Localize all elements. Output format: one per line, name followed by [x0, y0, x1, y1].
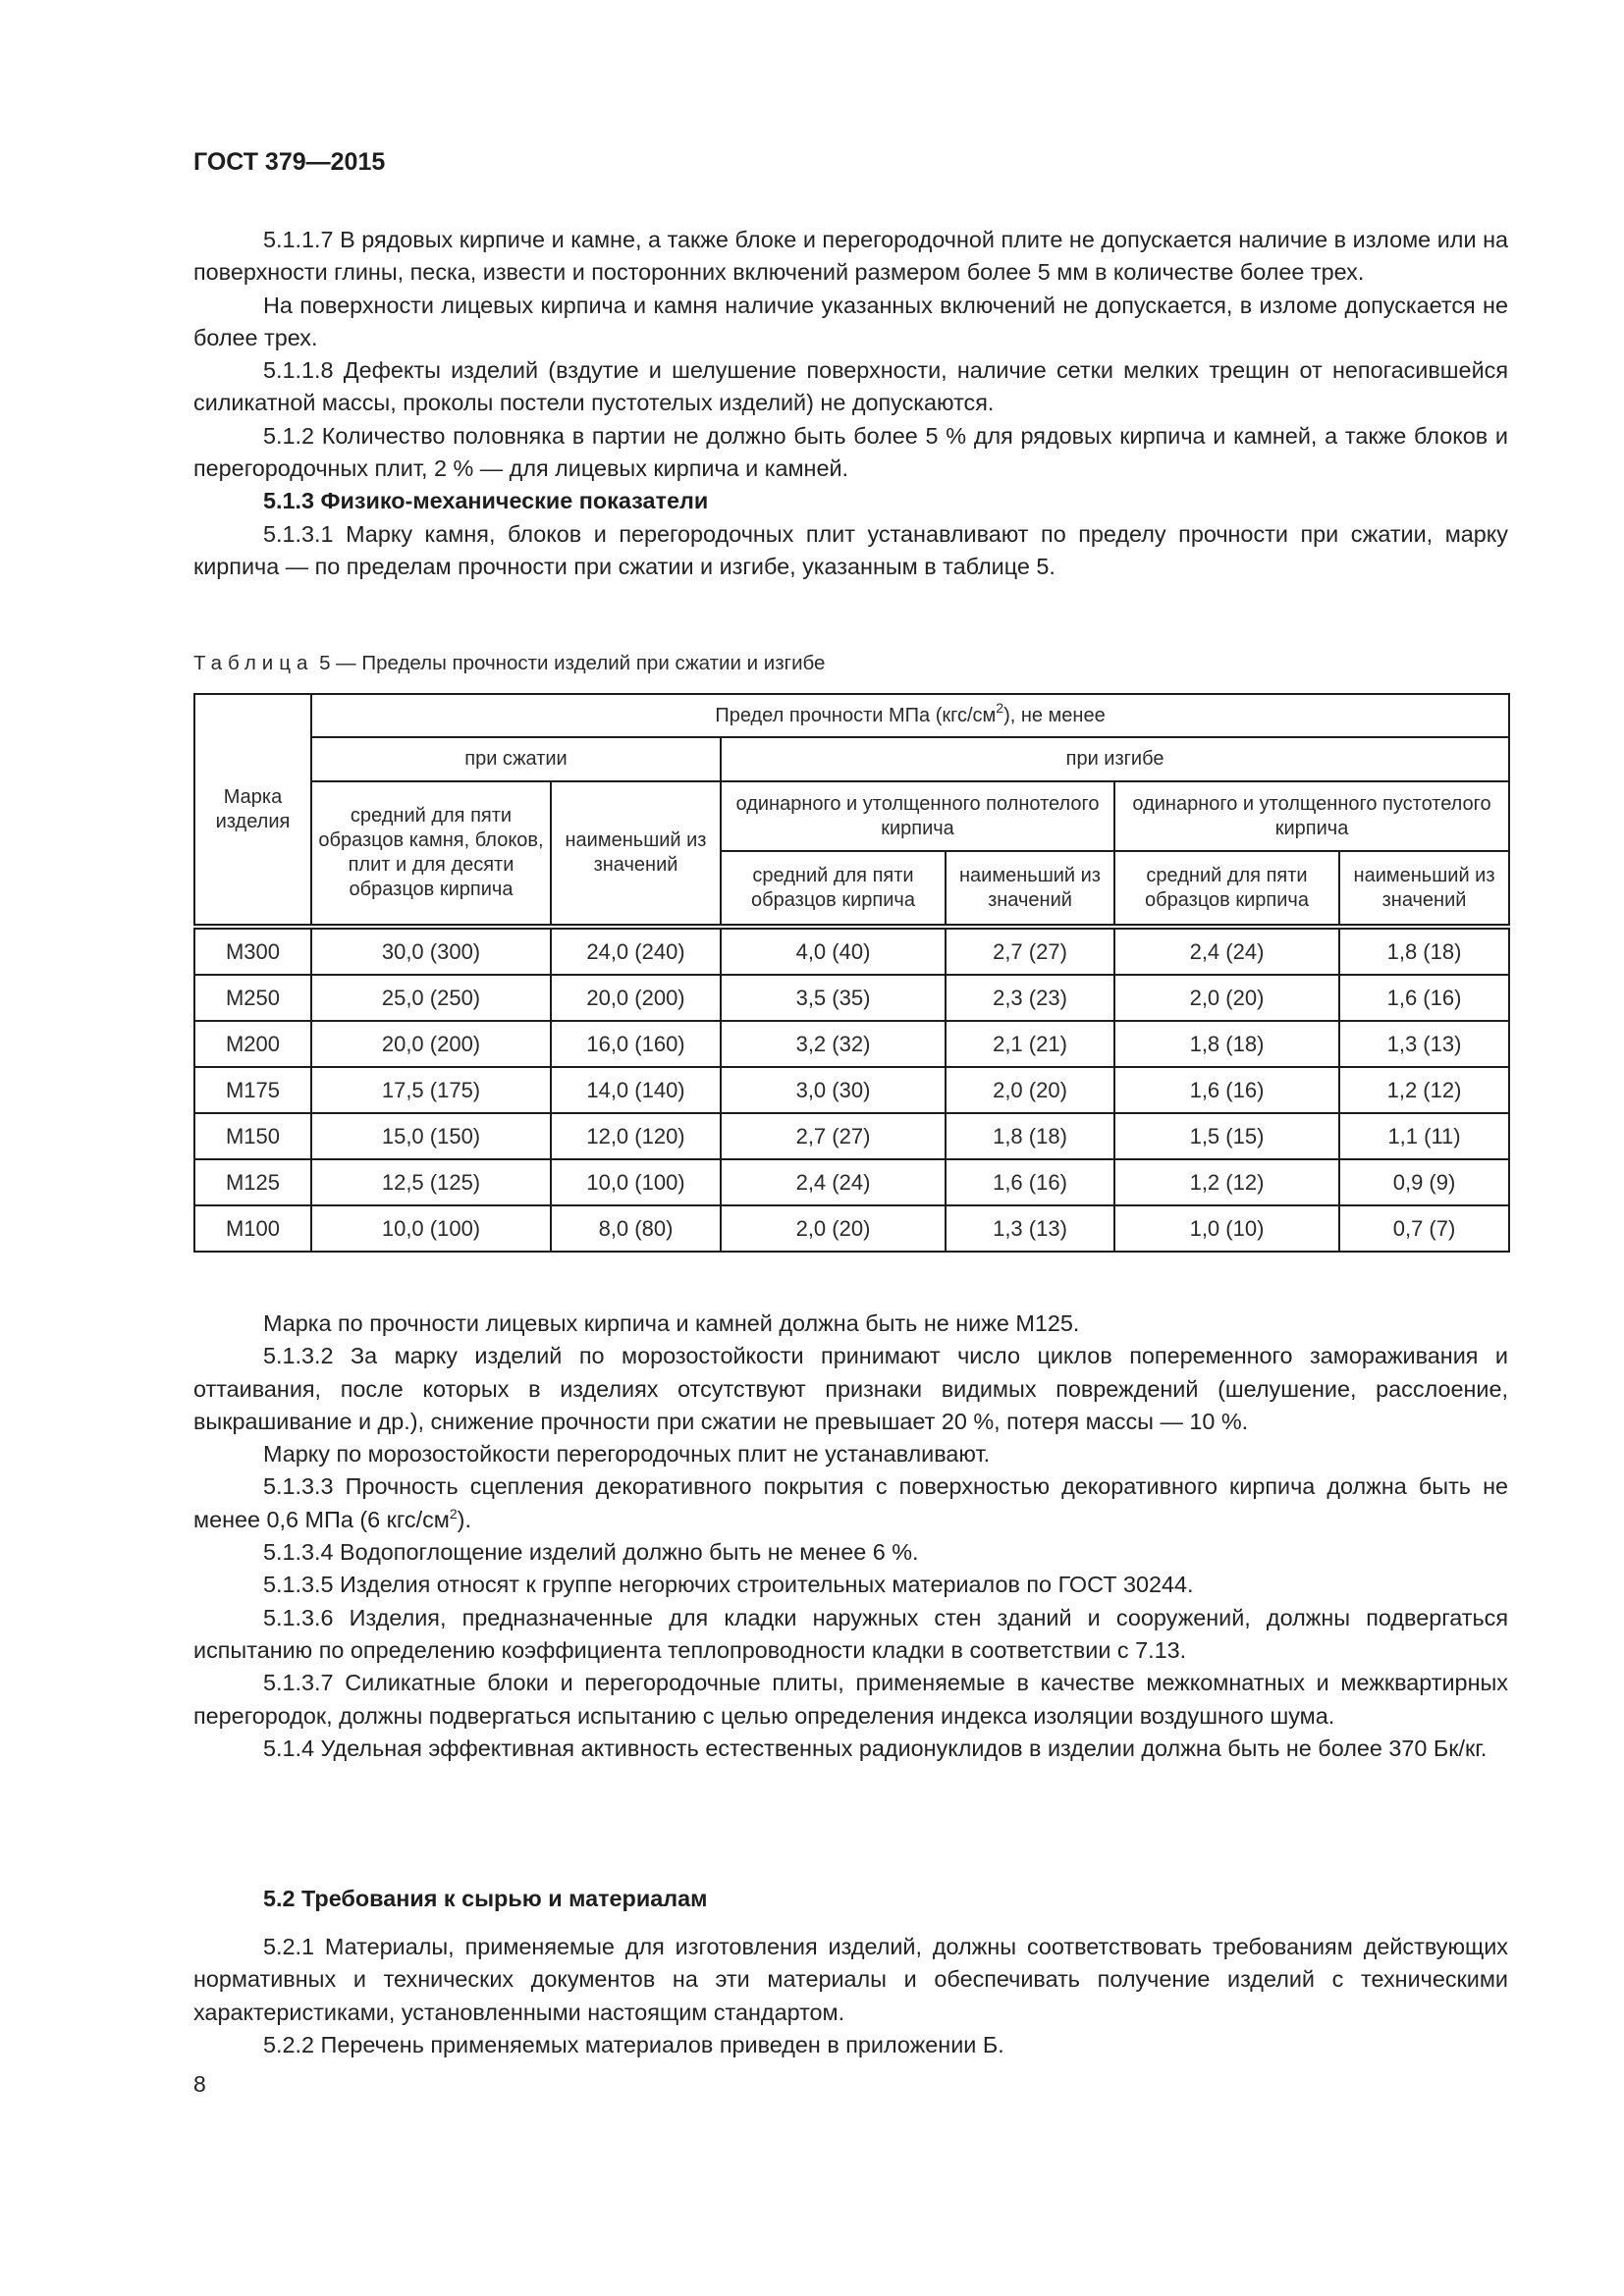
cell-hollow-minimum: 1,3 (13): [1339, 1021, 1509, 1067]
cell-compression-minimum: 10,0 (100): [551, 1159, 721, 1205]
cell-compression-average: 12,5 (125): [311, 1159, 551, 1205]
cell-mark: М175: [194, 1067, 311, 1113]
cell-hollow-average: 1,8 (18): [1114, 1021, 1339, 1067]
paragraph-5-1-3-6: 5.1.3.6 Изделия, предназначенные для кладки наружных стен зданий и сооружений, должны подвергаться испытанию по определению коэффициента теплопроводности кладки в соответствии с 7.13.: [193, 1604, 1508, 1663]
paragraph-5-2-2: 5.2.2 Перечень применяемых материалов приведен в приложении Б.: [263, 2031, 1004, 2057]
header-strength-tail: ), не менее: [1003, 704, 1106, 726]
cell-solid-minimum: 2,7 (27): [946, 927, 1114, 975]
cell-compression-minimum: 24,0 (240): [551, 927, 721, 975]
header-compression: при сжатии: [311, 737, 721, 781]
section-heading-5-2: 5.2 Требования к сырью и материалам: [263, 1886, 708, 1911]
cell-hollow-minimum: 1,6 (16): [1339, 975, 1509, 1021]
cell-compression-minimum: 12,0 (120): [551, 1113, 721, 1159]
cell-hollow-average: 2,0 (20): [1114, 975, 1339, 1021]
paragraph-5-1-3-1: 5.1.3.1 Марку камня, блоков и перегородочных плит устанавливают по пределу прочности при сжатии, марку кирпича — по пределам прочности при сжатии и изгибе, указанным в таблице 5.: [193, 520, 1508, 579]
cell-compression-average: 15,0 (150): [311, 1113, 551, 1159]
cell-compression-minimum: 20,0 (200): [551, 975, 721, 1021]
cell-compression-average: 25,0 (250): [311, 975, 551, 1021]
strength-table: [193, 693, 1510, 1253]
cell-mark: М150: [194, 1113, 311, 1159]
cell-hollow-average: 1,0 (10): [1114, 1205, 1339, 1252]
cell-mark: М100: [194, 1205, 311, 1252]
paragraph-5-1-3-2: 5.1.3.2 За марку изделий по морозостойкости принимают число циклов попеременного замораживания и оттаивания, после которых в изделиях отсутствуют признаки видимых повреждений (шелушение, расслоение, выкрашивание и др.), снижение прочности при сжатии не превышает 20 %, потеря массы — 10 %.: [193, 1343, 1508, 1434]
cell-compression-average: 17,5 (175): [311, 1067, 551, 1113]
header-bending: при изгибе: [721, 737, 1509, 781]
cell-compression-minimum: 8,0 (80): [551, 1205, 721, 1252]
cell-hollow-minimum: 0,7 (7): [1339, 1205, 1509, 1252]
cell-solid-average: 2,4 (24): [721, 1159, 946, 1205]
cell-mark: М125: [194, 1159, 311, 1205]
page-number: 8: [193, 2071, 206, 2097]
paragraph-5-1-3-7: 5.1.3.7 Силикатные блоки и перегородочные плиты, применяемые в качестве межкомнатных и межквартирных перегородок, должны подвергаться испытанию с целью определения индекса изоляции воздушного шума.: [193, 1670, 1508, 1729]
cell-solid-average: 3,5 (35): [721, 975, 946, 1021]
table-row: [194, 1067, 1509, 1113]
header-hollow-minimum: наименьший из значений: [1339, 851, 1509, 927]
paragraph-5-2-1: 5.2.1 Материалы, применяемые для изготовления изделий, должны соответствовать требованиям действующих нормативных и технических документов на эти материалы и обеспечивать получение изделий с техническими характеристиками, установленными настоящим стандартом.: [193, 1934, 1508, 2025]
paragraph-5-1-1-7-face: На поверхности лицевых кирпича и камня наличие указанных включений не допускается, в изломе допускается не более трех.: [193, 292, 1508, 350]
paragraph-face-mark: Марка по прочности лицевых кирпича и камней должна быть не ниже М125.: [263, 1310, 1080, 1336]
header-solid-minimum: наименьший из значений: [946, 851, 1114, 927]
cell-hollow-minimum: 0,9 (9): [1339, 1159, 1509, 1205]
cell-solid-minimum: 1,6 (16): [946, 1159, 1114, 1205]
table-row: [194, 975, 1509, 1021]
cell-mark: М200: [194, 1021, 311, 1067]
cell-hollow-minimum: 1,1 (11): [1339, 1113, 1509, 1159]
section-5-2: [193, 1883, 1508, 1915]
paragraph-5-1-1-8: 5.1.1.8 Дефекты изделий (вздутие и шелушение поверхности, наличие сетки мелких трещин от непогасившейся силикатной массы, проколы постели пустотелых изделий) не допускаются.: [193, 357, 1508, 416]
cell-mark: М300: [194, 927, 311, 975]
cell-solid-average: 3,2 (32): [721, 1021, 946, 1067]
cell-solid-minimum: 2,3 (23): [946, 975, 1114, 1021]
paragraph-5-1-1-7: 5.1.1.7 В рядовых кирпиче и камне, а также блоке и перегородочной плите не допускается наличие в изломе или на поверхности глины, песка, извести и посторонних включений размером более 5 мм в количестве более трех.: [193, 227, 1508, 286]
cell-compression-average: 30,0 (300): [311, 927, 551, 975]
cell-hollow-minimum: 1,2 (12): [1339, 1067, 1509, 1113]
cell-hollow-average: 1,2 (12): [1114, 1159, 1339, 1205]
bottom-paragraphs: [193, 1308, 1508, 1765]
header-compression-average: средний для пяти образцов камня, блоков, плит и для десяти образцов кирпича: [311, 781, 551, 927]
table-row: [194, 1113, 1509, 1159]
paragraph-frost-partition: Марку по морозостойкости перегородочных плит не устанавливают.: [263, 1441, 991, 1468]
header-strength-text: Предел прочности МПа (кгс/см: [715, 704, 997, 726]
paragraph-5-1-3-3-tail: ).: [457, 1506, 471, 1532]
header-hollow-brick: одинарного и утолщенного пустотелого кирпича: [1114, 781, 1509, 851]
cell-solid-average: 4,0 (40): [721, 927, 946, 975]
cell-compression-minimum: 16,0 (160): [551, 1021, 721, 1067]
paragraph-5-1-3-4: 5.1.3.4 Водопоглощение изделий должно быть не менее 6 %.: [263, 1539, 919, 1566]
table-row: [194, 1021, 1509, 1067]
header-strength-limit: [311, 694, 1509, 737]
cell-solid-average: 2,0 (20): [721, 1205, 946, 1252]
header-hollow-average: средний для пяти образцов кирпича: [1114, 851, 1339, 927]
cell-mark: М250: [194, 975, 311, 1021]
cell-hollow-minimum: 1,8 (18): [1339, 927, 1509, 975]
table-row: [194, 1159, 1509, 1205]
cell-solid-minimum: 2,0 (20): [946, 1067, 1114, 1113]
top-paragraphs: [193, 224, 1508, 583]
section-heading-5-1-3: 5.1.3 Физико-механические показатели: [263, 488, 709, 514]
paragraph-5-1-3-5: 5.1.3.5 Изделия относят к группе негорючих строительных материалов по ГОСТ 30244.: [263, 1572, 1194, 1598]
paragraph-5-1-3-3-text: 5.1.3.3 Прочность сцепления декоративного покрытия с поверхностью декоративного кирпича должна быть не менее 0,6 МПа (6 кгс/см: [193, 1473, 1508, 1532]
cell-compression-minimum: 14,0 (140): [551, 1067, 721, 1113]
table-caption-title: 5 — Пределы прочности изделий при сжатии и изгибе: [313, 652, 826, 674]
cell-solid-minimum: 1,3 (13): [946, 1205, 1114, 1252]
cell-solid-minimum: 2,1 (21): [946, 1021, 1114, 1067]
header-mark: Марка изделия: [194, 694, 311, 927]
cell-solid-minimum: 1,8 (18): [946, 1113, 1114, 1159]
cell-compression-average: 20,0 (200): [311, 1021, 551, 1067]
paragraph-5-1-2: 5.1.2 Количество половняка в партии не должно быть более 5 % для рядовых кирпича и камней, а также блоков и перегородочных плит, 2 % — для лицевых кирпича и камней.: [193, 422, 1508, 482]
header-solid-brick: одинарного и утолщенного полнотелого кирпича: [721, 781, 1114, 851]
document-code-header: ГОСТ 379—2015: [193, 148, 386, 176]
paragraph-5-1-4: 5.1.4 Удельная эффективная активность естественных радионуклидов в изделии должна быть не более 370 Бк/кг.: [263, 1735, 1488, 1761]
cell-hollow-average: 2,4 (24): [1114, 927, 1339, 975]
table-caption-prefix: Таблица: [193, 652, 314, 674]
section-5-2-paragraphs: [193, 1931, 1508, 2061]
cell-hollow-average: 1,5 (15): [1114, 1113, 1339, 1159]
table-caption: [193, 652, 825, 675]
paragraph-5-1-3-3-sup: 2: [449, 1505, 458, 1522]
cell-solid-average: 3,0 (30): [721, 1067, 946, 1113]
header-compression-minimum: наименьший из значений: [551, 781, 721, 927]
header-strength-sup: 2: [996, 699, 1004, 716]
table-row: [194, 1205, 1509, 1252]
table-row: [194, 927, 1509, 975]
cell-compression-average: 10,0 (100): [311, 1205, 551, 1252]
header-solid-average: средний для пяти образцов кирпича: [721, 851, 946, 927]
cell-hollow-average: 1,6 (16): [1114, 1067, 1339, 1113]
paragraph-5-1-3-3: [193, 1470, 1508, 1536]
cell-solid-average: 2,7 (27): [721, 1113, 946, 1159]
